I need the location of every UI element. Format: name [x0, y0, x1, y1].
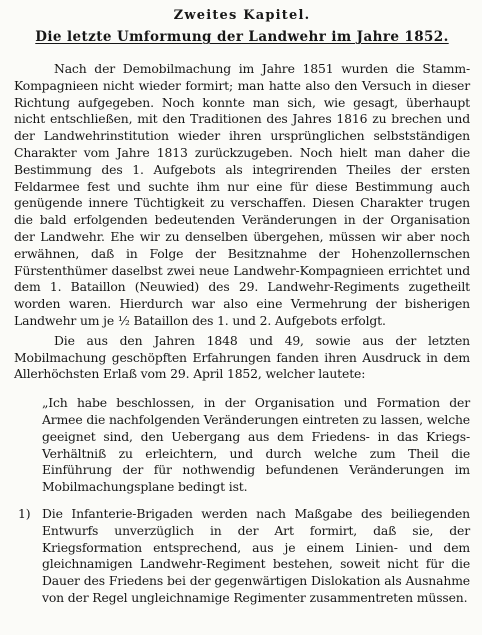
- paragraph: Die aus den Jahren 1848 und 49, sowie aus der letzten Mobilmachung geschöpften Erfahrungen fanden ihren Ausdruck in dem Allerhöchsten Erlaß vom 29. April 1852, welcher lautete:: [14, 332, 470, 382]
- list-item-number: 1): [18, 505, 31, 521]
- page-title: Die letzte Umformung der Landwehr im Jahre 1852.: [35, 29, 449, 45]
- list-item: [14, 506, 470, 607]
- quoted-decree: „Ich habe beschlossen, in der Organisation und Formation der Armee die nachfolgenden Veränderungen eintreten zu lassen, welche geeignet sind, den Uebergang aus dem Friedens- in das Kriegs-Verhältniß zu erleichtern, und durch welche zum Theil die Einführung der für nothwendig befundenen Veränderungen im Mobilmachungsplane bedingt ist.: [42, 395, 470, 495]
- paragraph: Nach der Demobilmachung im Jahre 1851 wurden die Stamm-Kompagnieen nicht wieder formirt; man hatte also den Versuch in dieser Richtung aufgegeben. Noch konnte man sich, wie gesagt, überhaupt nicht entschließen, mit den Traditionen des Jahres 1816 zu brechen und der Landwehrinstitution wieder ihren ursprünglichen selbstständigen Charakter vom Jahre 1813 zurückzugeben. Noch hielt man daher die Bestimmung des 1. Aufgebots als integrirenden Theiles der ersten Feldarmee fest und suchte ihm nur eine für diese Bestimmung auch genügende innere Tüchtigkeit zu verschaffen. Diesen Charakter trugen die bald erfolgenden bedeutenden Veränderungen in der Organisation der Landwehr. Ehe wir zu denselben übergehen, müssen wir aber noch erwähnen, daß in Folge der Besitznahme der Hohenzollernschen Fürstenthümer daselbst zwei neue Landwehr-Kompagnieen errichtet und dem 1. Bataillon (Neuwied) des 29. Landwehr-Regiments zugetheilt worden waren. Hierdurch war also eine Vermehrung der bisherigen Landwehr um je ½ Bataillon des 1. und 2. Aufgebots erfolgt.: [14, 61, 470, 328]
- list-item-text: Die Infanterie-Brigaden werden nach Maßgabe des beiliegenden Entwurfs unverzüglich in der Art formirt, daß sie, der Kriegsformation entsprechend, aus je einem Linien- und dem gleichnamigen Landwehr-Regiment bestehen, soweit nicht für die Dauer des Friedens bei der gegenwärtigen Dislokation als Ausnahme von der Regel ungleichnamige Regimenter zusammentreten müssen.: [42, 505, 470, 605]
- chapter-heading: Zweites Kapitel.: [173, 8, 311, 23]
